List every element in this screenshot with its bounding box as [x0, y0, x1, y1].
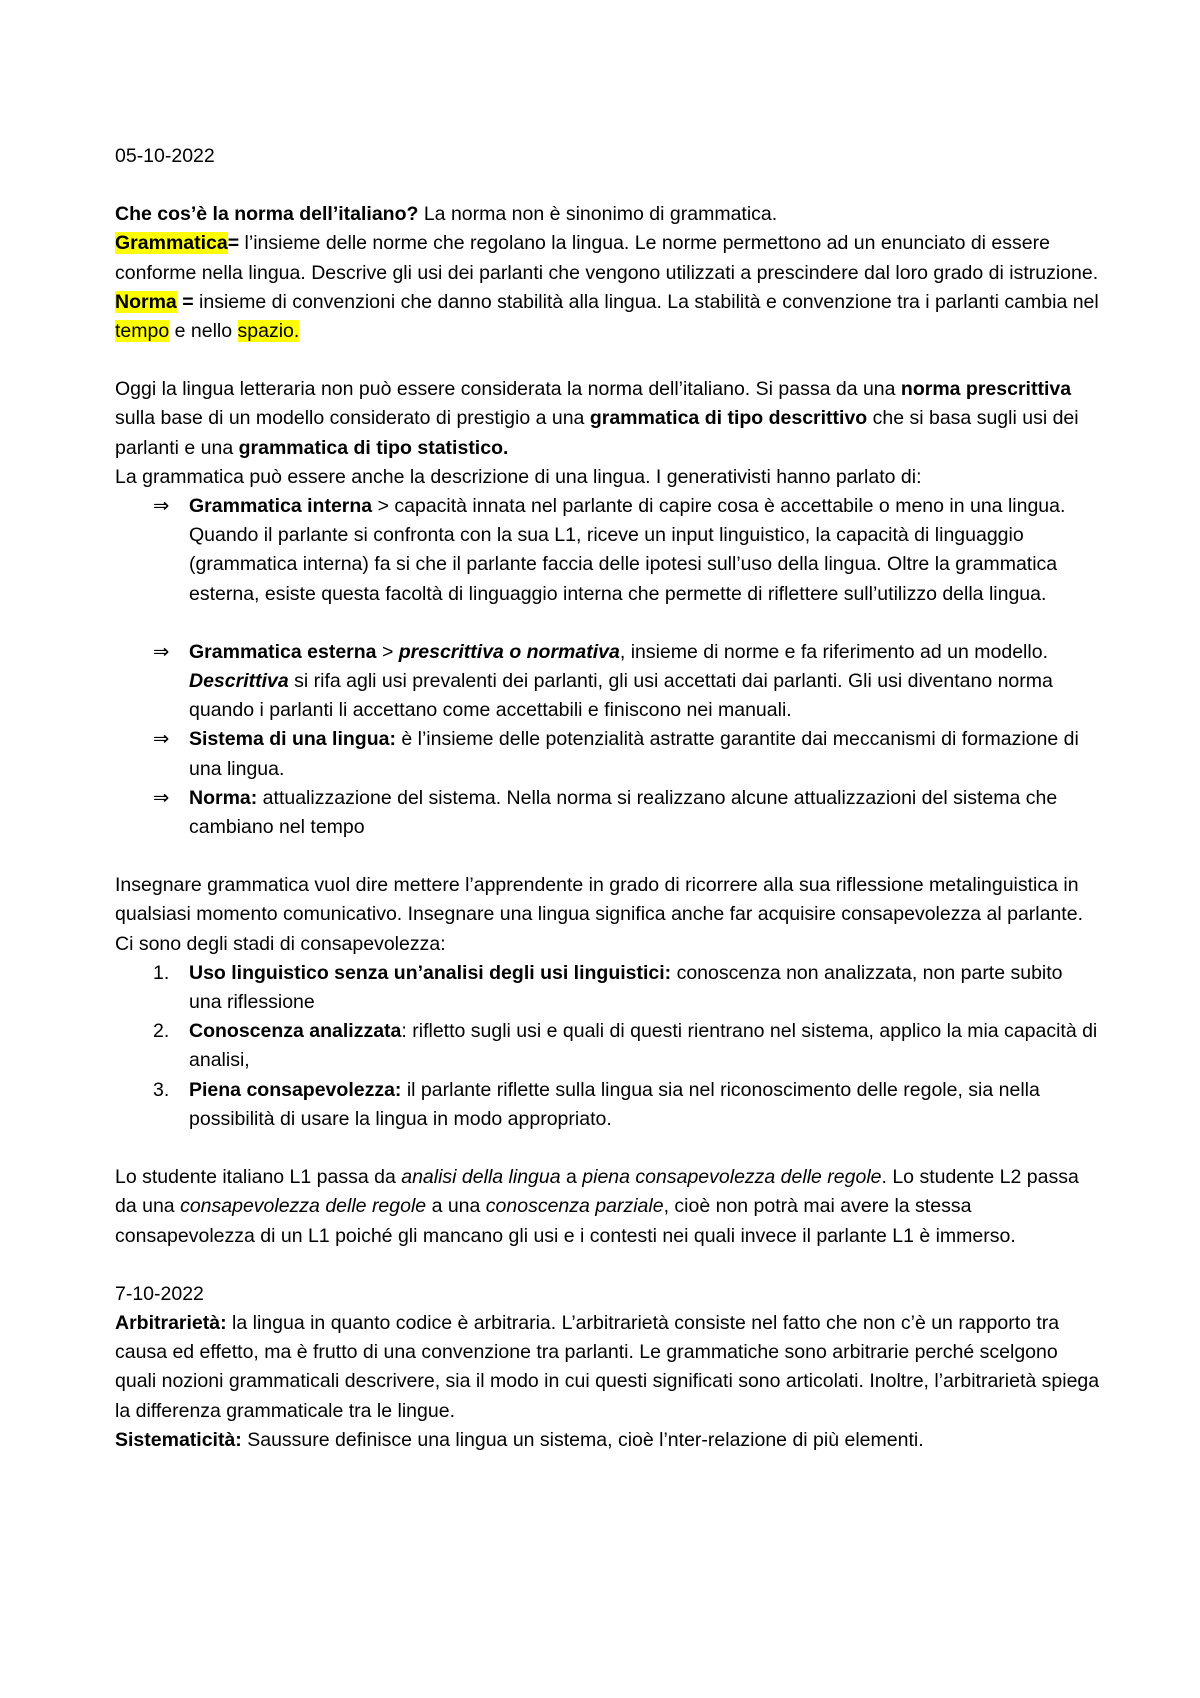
bullet-text: > capacità innata nel parlante di capire cosa è accettabile o meno in una lingua. Quando il parlante si confronta con la sua L1, riceve un input linguistico, la capacità di linguaggio (grammatica interna) fa si che il parlante faccia delle ipotesi sull’uso della lingua. Oltre la grammatica esterna, esiste questa facoltà di linguaggio interna che permette di riflettere sull’utilizzo della lingua. [189, 495, 1066, 605]
arbitrarieta-text: la lingua in quanto codice è arbitraria. L’arbitrarietà consiste nel fatto che non c’è un rapporto tra causa ed effetto, ma è frutto di una convenzione tra parlanti. Le grammatiche sono arbitrarie perché scelgono quali nozioni grammaticali descrivere, sia il modo in cui questi significati sono articolati. Inoltre, l’arbitrarietà spiega la differenza grammaticale tra le lingue. [115, 1311, 1100, 1422]
bullet-text: è l’insieme delle potenzialità astratte garantite dai meccanismi di formazione di una lingua. [189, 728, 1079, 780]
text-segment: a [560, 1166, 583, 1189]
highlight-spazio: spazio. [237, 320, 300, 343]
item-term: Conoscenza analizzata [189, 1020, 402, 1043]
list-item [115, 1017, 1100, 1075]
text-segment: , cioè non potrà mai avere la stessa consapevolezza di un L1 poiché gli mancano gli usi e i contesti nei quali invece il parlante L1 è immerso. [115, 1195, 1016, 1247]
question-bold: Che cos’è la norma dell’italiano? [115, 203, 419, 226]
list-item [115, 959, 1100, 1017]
date-heading-2: 7-10-2022 [115, 1282, 204, 1305]
list-number: 2. [153, 1020, 170, 1043]
bold-italic-prescrittiva: prescrittiva o normativa [398, 640, 620, 663]
bullet-text: si rifa agli usi prevalenti dei parlanti, gli usi accettati dai parlanti. Gli usi diventano norma quando i parlanti li accettano come accettabili e finiscono nei manuali. [189, 670, 1053, 722]
bold-italic-descrittiva: Descrittiva [189, 670, 289, 693]
bullet-text: attualizzazione del sistema. Nella norma si realizzano alcune attualizzazioni del sistema che cambiano nel tempo [189, 786, 1058, 839]
italic-segment: conoscenza parziale [485, 1195, 664, 1218]
document-body [115, 142, 1100, 1455]
bold-grammatica-descrittiva: grammatica di tipo descrittivo [589, 407, 868, 430]
list-item [115, 492, 1100, 609]
text-segment: a una [426, 1195, 486, 1218]
arrow-list [115, 492, 1100, 609]
list-item [115, 725, 1100, 783]
term-sistematicita: Sistematicità: [115, 1428, 242, 1451]
bullet-term: Grammatica esterna [189, 640, 377, 663]
paragraph-studente-l1-l2 [115, 1163, 1100, 1251]
bullet-term: Sistema di una lingua: [189, 728, 396, 751]
bullet-term: Grammatica interna [189, 495, 373, 518]
bullet-text: , insieme di norme e fa riferimento ad un modello. [619, 640, 1048, 663]
text-segment: sulla base di un modello considerato di prestigio a una [115, 407, 590, 430]
list-number: 1. [153, 961, 170, 984]
arrow-icon: ⇒ [153, 728, 170, 751]
list-item [115, 1076, 1100, 1134]
paragraph-insegnare-grammatica: Insegnare grammatica vuol dire mettere l’apprendente in grado di ricorrere alla sua riflessione metalinguistica in qualsiasi momento comunicativo. Insegnare una lingua significa anche far acquisire consapevolezza al parlante. Ci sono degli stadi di consapevolezza: [115, 874, 1083, 955]
date-heading-1: 05-10-2022 [115, 145, 215, 167]
item-term: Piena consapevolezza: [189, 1078, 402, 1101]
norma-definition-text-2: e nello [169, 320, 238, 343]
sistematicita-text: Saussure definisce una lingua un sistema, cioè l’nter-relazione di più elementi. [241, 1428, 924, 1451]
paragraph-grammatica-definition [115, 229, 1100, 287]
list-number: 3. [153, 1078, 170, 1101]
italic-segment: consapevolezza delle regole [180, 1195, 427, 1218]
bold-norma-prescrittiva: norma prescrittiva [900, 378, 1072, 401]
paragraph-arbitrarieta [115, 1309, 1100, 1426]
bullet-text: > [376, 640, 399, 663]
paragraph-sistematicita [115, 1426, 1100, 1455]
arrow-icon: ⇒ [153, 495, 170, 518]
question-rest: La norma non è sinonimo di grammatica. [418, 203, 778, 226]
paragraph-generativisti: La grammatica può essere anche la descrizione di una lingua. I generativisti hanno parlato di: [115, 465, 922, 488]
arrow-icon: ⇒ [153, 786, 170, 809]
equals-sign: = [227, 232, 240, 255]
paragraph-lingua-letteraria [115, 375, 1100, 463]
text-segment: Oggi la lingua letteraria non può essere considerata la norma dell’italiano. Si passa da una [115, 378, 901, 401]
list-item [115, 784, 1100, 842]
highlight-tempo: tempo [115, 320, 170, 343]
arrow-icon: ⇒ [153, 640, 170, 663]
italic-segment: analisi della lingua [401, 1166, 561, 1189]
equals-sign: = [176, 290, 194, 313]
grammatica-definition-text: l’insieme delle norme che regolano la lingua. Le norme permettono ad un enunciato di essere conforme nella lingua. Descrive gli usi dei parlanti che vengono utilizzati a prescindere dal loro grado di istruzione. [115, 232, 1099, 284]
bullet-term: Norma: [189, 786, 258, 809]
term-grammatica: Grammatica [115, 232, 228, 255]
term-arbitrarieta: Arbitrarietà: [115, 1311, 227, 1334]
bold-grammatica-statistica: grammatica di tipo statistico. [238, 436, 509, 459]
item-term: Uso linguistico senza un’analisi degli usi linguistici: [189, 961, 672, 984]
term-norma: Norma [115, 290, 177, 313]
text-segment: . Lo studente L2 passa da una [115, 1166, 1079, 1218]
list-item [115, 638, 1100, 726]
item-text: il parlante riflette sulla lingua sia nel riconoscimento delle regole, sia nella possibilità di usare la lingua in modo appropriato. [189, 1078, 1040, 1130]
paragraph-norma-definition [115, 288, 1100, 346]
arrow-list [115, 638, 1100, 842]
norma-definition-text: insieme di convenzioni che danno stabilità alla lingua. La stabilità e convenzione tra i parlanti cambia nel [193, 290, 1099, 313]
text-segment: che si basa sugli usi dei parlanti e una [115, 407, 1079, 459]
paragraph-norma-question [115, 200, 1100, 229]
item-text: conoscenza non analizzata, non parte subito una riflessione [189, 961, 1063, 1014]
text-segment: Lo studente italiano L1 passa da [115, 1166, 402, 1189]
item-text: : rifletto sugli usi e quali di questi rientrano nel sistema, applico la mia capacità di analisi, [189, 1020, 1098, 1072]
italic-segment: piena consapevolezza delle regole [582, 1166, 882, 1189]
numbered-list [115, 959, 1100, 1134]
